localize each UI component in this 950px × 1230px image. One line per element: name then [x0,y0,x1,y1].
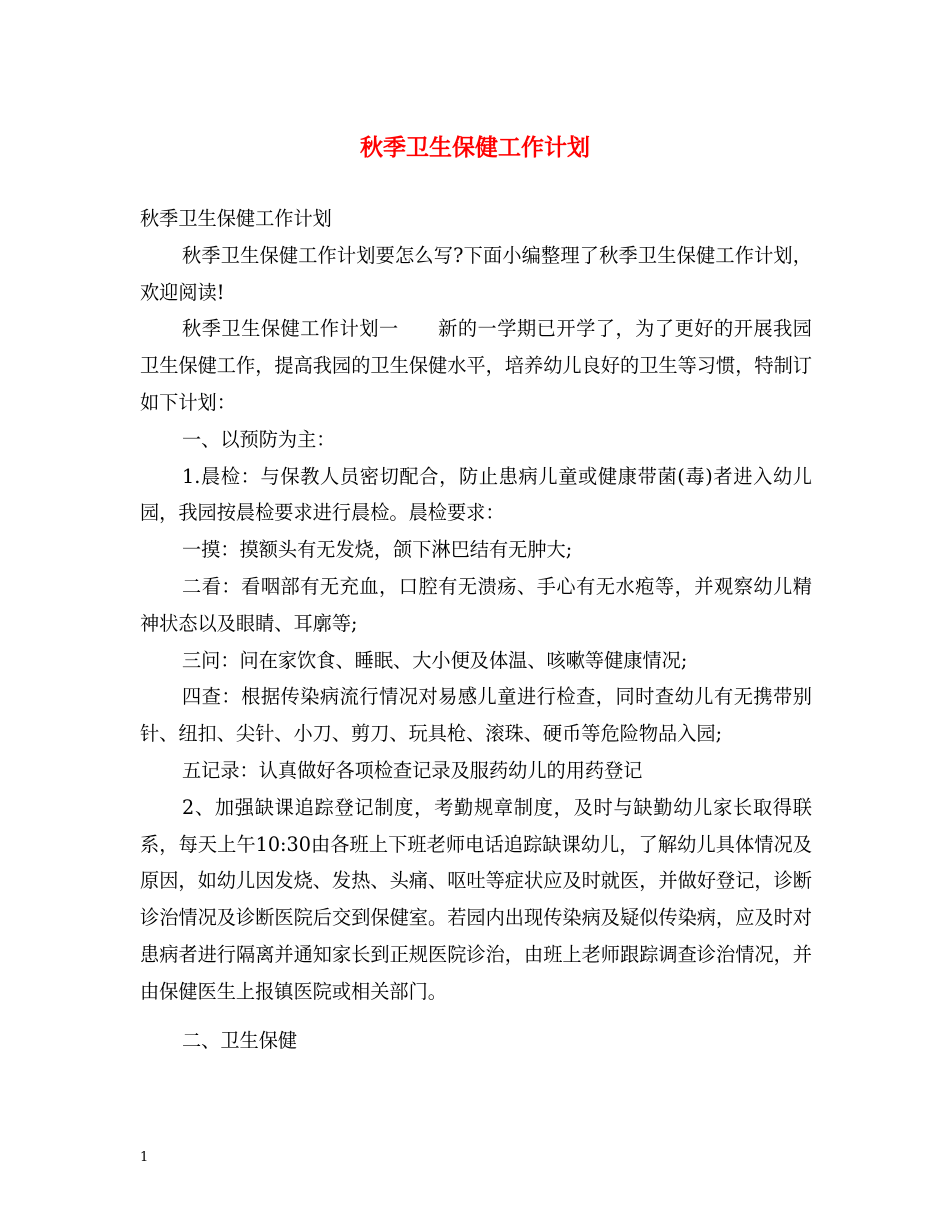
section-heading-prevention: 一、以预防为主： [182,427,336,451]
paragraph-heading: 秋季卫生保健工作计划 [140,207,332,230]
paragraph-look: 二看：看咽部有无充血，口腔有无溃疡、手心有无水疱等，并观察幼儿精神状态以及眼睛、耳廓等; [140,574,812,635]
paragraph-record: 五记录：认真做好各项检查记录及服药幼儿的用药登记 [182,758,643,782]
paragraph-inspect: 四查：根据传染病流行情况对易感儿童进行检查，同时查幼儿有无携带别针、纽扣、尖针、小刀、剪刀、玩具枪、滚珠、硬币等危险物品入园; [140,685,812,746]
paragraph-plan-one: 秋季卫生保健工作计划一 新的一学期已开学了，为了更好的开展我园卫生保健工作，提高我园的卫生保健水平，培养幼儿良好的卫生等习惯，特制订如下计划： [140,317,812,414]
paragraph-ask: 三问：问在家饮食、睡眠、大小便及体温、咳嗽等健康情况; [182,648,688,672]
paragraph-intro: 秋季卫生保健工作计划要怎么写?下面小编整理了秋季卫生保健工作计划，欢迎阅读! [140,243,812,304]
page-number: 1 [140,1150,149,1165]
document-title: 秋季卫生保健工作计划 [360,134,590,161]
section-heading-health-care: 二、卫生保健 [182,1028,298,1052]
paragraph-touch: 一摸：摸额头有无发烧，颌下淋巴结有无肿大; [182,538,573,562]
document-body [140,201,812,1059]
paragraph-morning-check: 1.晨检：与保教人员密切配合，防止患病儿童或健康带菌(毒)者进入幼儿园，我园按晨检要求进行晨检。晨检要求： [140,464,812,525]
paragraph-attendance: 2、加强缺课追踪登记制度，考勤规章制度，及时与缺勤幼儿家长取得联系，每天上午10:30由各班上下班老师电话追踪缺课幼儿，了解幼儿具体情况及原因，如幼儿因发烧、发热、头痛、呕吐等症状应及时就医，并做好登记，诊断诊治情况及诊断医院后交到保健室。若园内出现传染病及疑似传染病，应及时对患病者进行隔离并通知家长到正规医院诊治，由班上老师跟踪调查诊治情况，并由保健医生上报镇医院或相关部门。 [140,795,812,1003]
